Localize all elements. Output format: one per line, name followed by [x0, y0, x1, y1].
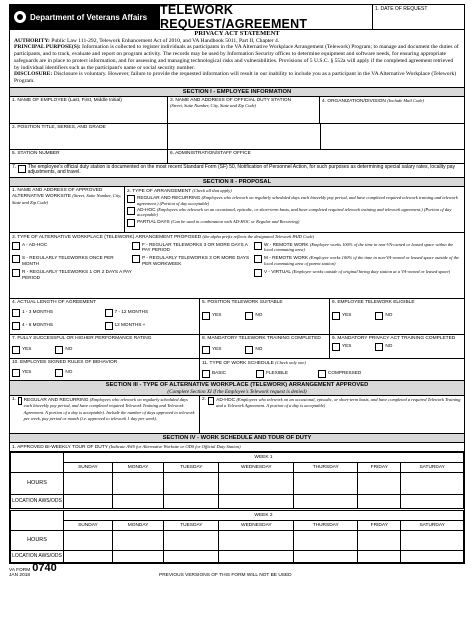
disclosure-label: DISCLOSURE: — [14, 71, 53, 78]
section-2-row-3 — [9, 233, 465, 299]
length-1-3-option[interactable] — [12, 309, 105, 317]
workplace-type-options — [10, 241, 464, 280]
position-suitable-no[interactable] — [245, 312, 262, 320]
approved-adhoc-option[interactable] — [200, 396, 464, 433]
week-1-hours-cell[interactable] — [164, 472, 219, 494]
work-schedule-note: (Check only one) — [275, 359, 306, 365]
type-f-checkbox[interactable] — [132, 242, 140, 250]
administration-field[interactable] — [168, 150, 464, 163]
position-title-label: 2. POSITION TITLE, SERIES, AND GRADE — [12, 124, 106, 130]
schedule-basic-option[interactable] — [202, 370, 226, 378]
type-f-option[interactable] — [132, 242, 254, 253]
week-1-day-friday: FRIDAY — [358, 462, 401, 472]
week-2-days-row — [11, 520, 464, 530]
type-w-note: (Employee works 100% of the time in non-VA-owned or leased space within the local commuting area) — [264, 241, 454, 253]
employee-eligible-no-label: NO — [385, 312, 393, 318]
approved-regular-label: REGULAR AND RECURRING — [23, 397, 89, 403]
employee-eligible-yes-checkbox[interactable] — [332, 312, 340, 320]
type-v-note: (Employee works outside of original hiring duty station at a VA-owned or leased space) — [292, 269, 451, 275]
type-a-option[interactable] — [12, 242, 132, 253]
privacy-training-no-checkbox[interactable] — [375, 343, 383, 351]
type-w-checkbox[interactable] — [254, 242, 262, 250]
position-suitable-no-label: NO — [255, 312, 263, 318]
week-2-location-cell[interactable] — [294, 550, 358, 562]
performance-rating-yes-label: YES — [22, 346, 32, 352]
week-1-days-row — [11, 462, 464, 472]
schedule-flexible-checkbox[interactable] — [256, 370, 264, 378]
arrangement-type-group — [125, 187, 464, 232]
week-2-hours-label: HOURS — [11, 530, 64, 550]
position-suitable-options — [202, 311, 327, 320]
employee-eligible-group — [330, 299, 464, 334]
length-7-12-option[interactable] — [105, 309, 198, 317]
approved-adhoc-number: 2. — [202, 396, 207, 402]
rules-of-behavior-yes[interactable] — [12, 369, 31, 377]
arrangement-partial-option[interactable] — [127, 219, 462, 227]
type-p-label: P - REGULARLY TELEWORKS 3 OR MORE DAYS PER WORKWEEK — [142, 255, 250, 266]
week-1-location-cell[interactable] — [164, 494, 219, 508]
schedule-compressed-checkbox[interactable] — [318, 370, 326, 378]
tour-of-duty-block — [9, 443, 465, 564]
tour-of-duty-label: 1. APPROVED BI-WEEKLY TOUR OF DUTY — [12, 444, 108, 450]
week-1-location-cell[interactable] — [112, 494, 163, 508]
agreement-length-options — [12, 308, 197, 330]
approved-adhoc-note: (Employees who telework on an occasional, episodic, or short-term basis, and have completed a required Telework Training and a Telework Agreement. A portion of a day is acceptable) — [216, 396, 461, 409]
performance-rating-options — [12, 345, 197, 354]
va-seal-icon — [14, 11, 26, 23]
org-name: Department of Veterans Affairs — [30, 12, 148, 22]
rules-of-behavior-no-label: NO — [65, 369, 73, 375]
type-f-label: F - REGULAR TELEWORKS 3 OR MORE DAYS A PAY PERIOD — [142, 241, 248, 253]
telework-training-label: 8. MANDATORY TELEWORK TRAINING COMPLETED — [202, 335, 321, 341]
arrangement-type-note: (Check all that apply) — [192, 187, 232, 193]
previous-versions-notice: PREVIOUS VERSIONS OF THIS FORM WILL NOT BE USED — [159, 572, 292, 578]
type-r-checkbox[interactable] — [12, 269, 20, 277]
privacy-training-yes-label: YES — [342, 343, 352, 349]
week-2-hours-cell[interactable] — [219, 530, 294, 550]
purpose-label: PRINCIPAL PURPOSE(S): — [14, 44, 81, 51]
privacy-act-statement — [9, 30, 465, 88]
type-m-checkbox[interactable] — [254, 255, 262, 263]
week-1-location-cell[interactable] — [294, 494, 358, 508]
telework-training-yes[interactable] — [202, 346, 221, 354]
week-1-hours-cell[interactable] — [64, 472, 113, 494]
employee-eligible-label: 6. EMPLOYEE TELEWORK ELIGIBLE — [332, 299, 415, 305]
employee-name-label: 1. NAME OF EMPLOYEE (Last, First, Middle Initial) — [12, 97, 122, 103]
duty-station-field[interactable] — [168, 97, 320, 123]
organization-label: 4. ORGANIZATION/DIVISION — [322, 98, 386, 104]
authority-text: Public Law 111-292, Telework Enhancement Act of 2010, and VA Handbook 5011, Part II, Chapter 4. — [51, 37, 280, 44]
rules-of-behavior-yes-checkbox[interactable] — [12, 369, 20, 377]
week-2-day-monday: MONDAY — [112, 520, 163, 530]
week-2-location-row — [11, 550, 464, 562]
schedule-basic-label: BASIC — [212, 370, 227, 376]
type-m-label: M - REMOTE WORK — [264, 255, 309, 261]
section-1-row-1 — [9, 97, 465, 124]
arrangement-adhoc-checkbox[interactable] — [127, 207, 135, 215]
week-1-corner — [11, 452, 64, 472]
week-2-location-cell[interactable] — [358, 550, 401, 562]
tour-of-duty-note: (Indicate AWS for Alternative Worksite or ODS for Official Duty Station) — [109, 443, 241, 449]
telework-training-yes-checkbox[interactable] — [202, 346, 210, 354]
schedule-compressed-option[interactable] — [318, 370, 361, 378]
privacy-training-label: 9. MANDATORY PRIVACY ACT TRAINING COMPLETED — [332, 335, 456, 341]
length-7-12-label: 7 - 12 MONTHS — [114, 309, 149, 315]
form-header — [9, 4, 465, 30]
form-number: 0740 — [32, 561, 57, 574]
type-r-option[interactable] — [12, 269, 132, 280]
duty-station-note: (Street, Suite Number, City, State and Zip Code) — [170, 103, 257, 109]
rules-of-behavior-label: 10. EMPLOYEE SIGNED RULES OF BEHAVIOR — [12, 359, 118, 365]
performance-rating-yes-checkbox[interactable] — [12, 346, 20, 354]
performance-rating-no[interactable] — [55, 346, 72, 354]
week-1-day-monday: MONDAY — [112, 462, 163, 472]
organization-field[interactable] — [320, 97, 464, 123]
type-m-option[interactable] — [254, 255, 462, 266]
schedule-compressed-label: COMPRESSED — [327, 370, 362, 376]
section-1-row-3 — [9, 150, 465, 164]
type-a-checkbox[interactable] — [12, 242, 20, 250]
authority-label: AUTHORITY: — [14, 37, 50, 44]
type-a-label: A - AD-HOC — [22, 241, 48, 247]
week-2-day-sunday: SUNDAY — [64, 520, 113, 530]
duty-station-continued — [168, 124, 320, 149]
employee-name-field[interactable] — [10, 97, 168, 123]
week-2-hours-cell[interactable] — [112, 530, 163, 550]
section-2-row-6 — [9, 359, 465, 381]
privacy-training-options — [332, 342, 462, 351]
week-2-day-wednesday: WEDNESDAY — [219, 520, 294, 530]
week-2-location-cell[interactable] — [401, 550, 464, 562]
week-1-hours-label: HOURS — [11, 472, 64, 494]
performance-rating-no-label: NO — [65, 346, 73, 352]
week-2-day-tuesday: TUESDAY — [164, 520, 219, 530]
rules-of-behavior-group — [10, 359, 200, 380]
week-1-day-saturday: SATURDAY — [401, 462, 464, 472]
week-2-hours-cell[interactable] — [64, 530, 113, 550]
va-logo — [10, 5, 160, 29]
week-1-hours-cell[interactable] — [112, 472, 163, 494]
week-2-day-friday: FRIDAY — [358, 520, 401, 530]
form-title: TELEWORK REQUEST/AGREEMENT — [160, 3, 308, 31]
week-1-hours-cell[interactable] — [219, 472, 294, 494]
type-s-checkbox[interactable] — [12, 255, 20, 263]
section-1-header: SECTION I - EMPLOYEE INFORMATION — [9, 88, 465, 97]
administration-label: 6. ADMINISTRATION/STAFF OFFICE — [170, 150, 251, 156]
privacy-training-yes-checkbox[interactable] — [332, 343, 340, 351]
employee-eligible-no-checkbox[interactable] — [375, 312, 383, 320]
length-1-3-label: 1 - 3 MONTHS — [22, 309, 53, 315]
week-1-hours-cell[interactable] — [294, 472, 358, 494]
workplace-type-label: 3. TYPE OF ALTERNATIVE WORKPLACE (TELEWORK) ARRANGEMENT PROPOSED — [12, 234, 202, 240]
position-suitable-no-checkbox[interactable] — [245, 312, 253, 320]
agreement-length-group — [10, 299, 200, 334]
sf50-checkbox[interactable] — [18, 165, 25, 173]
length-12-plus-option[interactable] — [105, 322, 198, 330]
arrangement-partial-label: PARTIAL DAYS — [137, 218, 170, 224]
week-1-location-label: LOCATION AWS/ODS — [11, 494, 64, 508]
sf50-acknowledgement — [10, 164, 464, 177]
week-2-label: WEEK 2 — [64, 510, 464, 520]
tour-of-duty-heading — [10, 443, 464, 452]
rules-of-behavior-yes-label: YES — [22, 369, 32, 375]
work-schedule-group — [200, 359, 464, 380]
section-2-row-1 — [9, 187, 465, 233]
purpose-text: Information is collected to register individuals as participants in the VA Alternative Workplace Arrangement (Telework) Program; to manage and document the duties of participants, and to track, evaluate and report on program activity. The records may be used by Information Security offices to determine equipment and software needs, for ensuring appropriate safeguards are in place to protect information, and for assessing and managing technological risks and vulnerabilities. Provisions of 5 U.S.C. § 552a will apply if the completed agreement retrieved by individual identifiers such as the participant's name or social security number. — [14, 44, 459, 71]
section-2-header: SECTION II - PROPOSAL — [9, 178, 465, 187]
disclosure-text: Disclosure is voluntary. However, failure to provide the requested information will result in our inability to include you as a participant in the VA Alternative Workplace (Telework) Program. — [14, 71, 457, 84]
rules-of-behavior-no-checkbox[interactable] — [55, 369, 63, 377]
arrangement-adhoc-option[interactable] — [127, 207, 462, 218]
section-1-row-4 — [9, 164, 465, 178]
employee-eligible-no[interactable] — [375, 312, 392, 320]
privacy-training-yes[interactable] — [332, 343, 351, 351]
date-of-request-label: 1. DATE OF REQUEST — [375, 6, 428, 12]
arrangement-type-label: 2. TYPE OF ARRANGEMENT — [127, 188, 192, 194]
duty-station-label: 3. NAME AND ADDRESS OF OFFICIAL DUTY STATION — [170, 97, 292, 103]
station-number-field[interactable] — [10, 150, 168, 163]
week-2-location-cell[interactable] — [164, 550, 219, 562]
alternative-worksite-label: 1. NAME AND ADDRESS OF APPROVED ALTERNATIVE WORKSITE — [12, 187, 103, 200]
approved-regular-note: (Employees who telework on regularly scheduled days each biweekly pay period, and have completed required Telework Training and Telework Agreement. A portion of a day is acceptable). Include the number of days approved to telework per week, pay period or month (i.e. approved to telework 1 day per week). — [23, 396, 195, 422]
alternative-worksite-field[interactable] — [10, 187, 125, 232]
telework-training-options — [202, 345, 327, 354]
week-1-location-cell[interactable] — [219, 494, 294, 508]
sf50-text: The employee's official duty station is documented on the most recent Standard Form (SF) 50, Notification of Personnel Action, for such purposes as determining special salary rates, locality pay adjustments, and travel. — [27, 163, 456, 176]
week-1-hours-row — [11, 472, 464, 494]
week-1-hours-cell[interactable] — [401, 472, 464, 494]
employee-eligible-yes-label: YES — [342, 312, 352, 318]
privacy-heading: PRIVACY ACT STATEMENT — [194, 30, 280, 37]
position-suitable-label: 5. POSITION TELEWORK SUITABLE — [202, 299, 283, 305]
workplace-type-note: (the alpha prefix reflects the designated Telework PAID Code) — [202, 233, 315, 239]
arrangement-regular-checkbox[interactable] — [127, 195, 135, 203]
section-3-title: SECTION III - TYPE OF ALTERNATIVE WORKPLACE (TELEWORK) ARRANGEMENT APPROVED — [105, 381, 369, 388]
schedule-flexible-label: FLEXIBLE — [266, 370, 288, 376]
section-1-row-2 — [9, 124, 465, 150]
work-schedule-options — [202, 369, 462, 378]
week-2-location-cell[interactable] — [112, 550, 163, 562]
section-3-header — [9, 381, 465, 396]
arrangement-partial-checkbox[interactable] — [127, 219, 135, 227]
organization-note: (Include Mail Code) — [387, 97, 424, 103]
employee-eligible-yes[interactable] — [332, 312, 351, 320]
week-1-day-wednesday: WEDNESDAY — [219, 462, 294, 472]
alternative-worksite-note: (Street, Suite Number, City, State and Zip Code) — [12, 193, 122, 205]
approved-adhoc-checkbox[interactable] — [208, 397, 214, 405]
position-suitable-yes-label: YES — [212, 312, 222, 318]
form-label: VA FORM — [9, 567, 31, 573]
arrangement-adhoc-label: AD-HOC — [137, 207, 156, 213]
schedule-basic-checkbox[interactable] — [202, 370, 210, 378]
section-2-row-4 — [9, 299, 465, 335]
arrangement-regular-option[interactable] — [127, 195, 462, 206]
week-2-table — [10, 510, 464, 563]
week-2-hours-cell[interactable] — [294, 530, 358, 550]
week-2-hours-row — [11, 530, 464, 550]
length-4-6-checkbox[interactable] — [12, 322, 20, 330]
date-of-request-field[interactable] — [372, 5, 464, 29]
week-2-day-thursday: THURSDAY — [294, 520, 358, 530]
type-p-option[interactable] — [132, 255, 254, 266]
section-2-row-5 — [9, 335, 465, 359]
station-number-label: 5. STATION NUMBER — [12, 150, 60, 156]
form-footer — [9, 561, 465, 579]
performance-rating-group — [10, 335, 200, 358]
form-number-block — [9, 561, 159, 579]
length-7-12-checkbox[interactable] — [105, 309, 113, 317]
type-s-option[interactable] — [12, 255, 132, 266]
type-v-checkbox[interactable] — [254, 269, 262, 277]
agreement-length-label: 4. ACTUAL LENGTH OF AGREEMENT — [12, 299, 97, 305]
week-2-location-label: LOCATION AWS/ODS — [11, 550, 64, 562]
week-1-day-tuesday: TUESDAY — [164, 462, 219, 472]
type-v-label: V - VIRTUAL — [264, 269, 291, 275]
privacy-training-no[interactable] — [375, 343, 392, 351]
arrangement-adhoc-note: (Employees who telework on an occasional, episodic, or short-term basis, and have completed required telework training and telework agreement.) (Portion of day acceptable) — [137, 207, 452, 218]
performance-rating-yes[interactable] — [12, 346, 31, 354]
length-12-plus-label: 12 MONTHS + — [114, 322, 146, 328]
privacy-training-no-label: NO — [385, 343, 393, 349]
week-1-hours-cell[interactable] — [358, 472, 401, 494]
type-w-option[interactable] — [254, 242, 462, 253]
telework-training-group — [200, 335, 330, 358]
type-m-note: (Employee works 100% of the time in non-VA-owned or leased space outside of the local commuting area of parent station) — [264, 255, 460, 266]
length-4-6-label: 4 - 6 MONTHS — [22, 322, 53, 328]
week-1-location-cell[interactable] — [401, 494, 464, 508]
rules-of-behavior-options — [12, 368, 197, 377]
week-1-location-cell[interactable] — [64, 494, 113, 508]
type-w-label: W - REMOTE WORK — [264, 241, 309, 247]
week-2-hours-cell[interactable] — [358, 530, 401, 550]
telework-training-no[interactable] — [245, 346, 262, 354]
length-4-6-option[interactable] — [12, 322, 105, 330]
form-page — [9, 4, 465, 626]
form-date: JAN 2018 — [9, 573, 31, 579]
organization-continued — [320, 124, 464, 149]
position-suitable-group — [200, 299, 330, 334]
arrangement-regular-note: (Employees who telework on regularly scheduled days each biweekly pay period, and have completed required telework training and telework agreement.) (Portion of day acceptable) — [137, 195, 458, 206]
week-1-label: WEEK 1 — [64, 452, 464, 462]
week-1-location-cell[interactable] — [358, 494, 401, 508]
section-3-subtitle: (Complete Section XI if the Employee's Telework request is denied) — [167, 388, 307, 395]
week-2-hours-cell[interactable] — [401, 530, 464, 550]
approved-regular-number: 1. — [12, 396, 17, 402]
week-2-hours-cell[interactable] — [164, 530, 219, 550]
approved-regular-checkbox[interactable] — [18, 397, 22, 405]
schedule-flexible-option[interactable] — [256, 370, 288, 378]
approved-regular-option[interactable] — [10, 396, 200, 433]
length-1-3-checkbox[interactable] — [12, 309, 20, 317]
telework-training-no-label: NO — [255, 346, 263, 352]
rules-of-behavior-no[interactable] — [55, 369, 72, 377]
position-suitable-yes-checkbox[interactable] — [202, 312, 210, 320]
privacy-training-group — [330, 335, 464, 358]
week-2-day-saturday: SATURDAY — [401, 520, 464, 530]
type-r-label: R - REGULARLY TELEWORKS 1 OR 2 DAYS A PAY PERIOD — [22, 269, 132, 280]
week-2-corner — [11, 510, 64, 530]
sf50-number: 7. — [12, 163, 17, 170]
employee-eligible-options — [332, 311, 462, 320]
section-4-header: SECTION IV - WORK SCHEDULE AND TOUR OF DUTY — [9, 434, 465, 443]
type-p-checkbox[interactable] — [132, 255, 140, 263]
week-1-table — [10, 452, 464, 509]
arrangement-regular-label: REGULAR AND RECURRING — [137, 195, 201, 201]
week-1-day-thursday: THURSDAY — [294, 462, 358, 472]
week-2-location-cell[interactable] — [64, 550, 113, 562]
workplace-type-heading — [10, 233, 464, 241]
type-grid-spacer — [132, 268, 254, 280]
position-suitable-yes[interactable] — [202, 312, 221, 320]
section-3-row — [9, 396, 465, 434]
week-2-location-cell[interactable] — [219, 550, 294, 562]
week-1-day-sunday: SUNDAY — [64, 462, 113, 472]
performance-rating-no-checkbox[interactable] — [55, 346, 63, 354]
approved-adhoc-label: AD-HOC — [216, 397, 236, 403]
arrangement-partial-note: (Can be used in combination with AD-HOC or Regular and Recurring) — [170, 218, 300, 224]
position-title-field[interactable] — [10, 124, 168, 149]
telework-training-no-checkbox[interactable] — [245, 346, 253, 354]
performance-rating-label: 7. FULLY SUCCESSFUL OR HIGHER PERFORMANCE RATING — [12, 335, 152, 341]
telework-training-yes-label: YES — [212, 346, 222, 352]
week-1-location-row — [11, 494, 464, 508]
type-s-label: S - REGULARLY TELEWORKS ONCE PER MONTH — [22, 255, 114, 266]
type-v-option[interactable] — [254, 269, 462, 280]
work-schedule-label: 11. TYPE OF WORK SCHEDULE — [202, 360, 274, 366]
length-12-plus-checkbox[interactable] — [105, 322, 113, 330]
